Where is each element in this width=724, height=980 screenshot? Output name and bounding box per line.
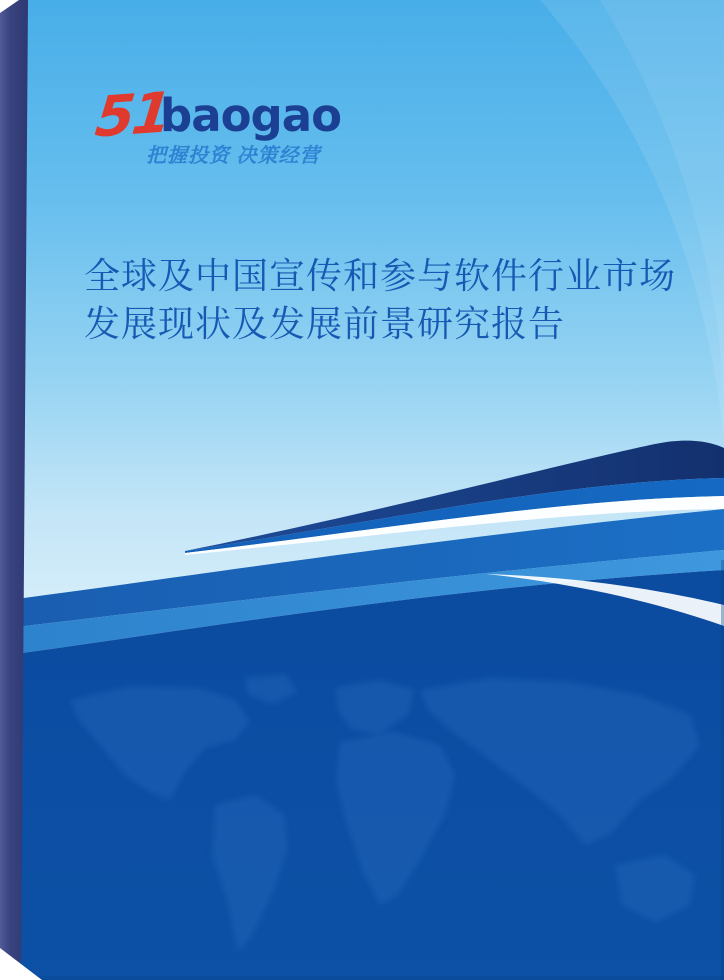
report-title-line1: 全球及中国宣传和参与软件行业市场 xyxy=(84,255,677,296)
report-title xyxy=(84,252,684,348)
logo-wordmark: baogao xyxy=(160,89,341,142)
logo-mark: 51 xyxy=(92,80,172,151)
logo-tagline: 把握投资 决策经营 xyxy=(146,145,321,167)
report-title-line2: 发展现状及发展前景研究报告 xyxy=(84,303,566,344)
page-edge-bottom xyxy=(21,976,724,980)
logo xyxy=(92,80,356,176)
